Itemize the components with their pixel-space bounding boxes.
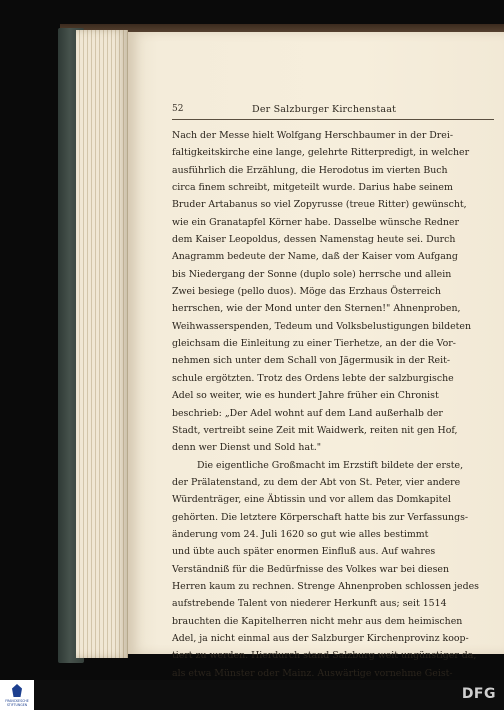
text-line: Verständniß für die Bedürfnisse des Volkes war bei diesen: [172, 563, 449, 575]
text-line: herrschen, wie der Mond unter den Sternen!" Ahnenproben,: [172, 303, 461, 315]
text-line: und übte auch später enormen Einfluß aus. Auf wahres: [172, 546, 436, 558]
viewer-footer: [0, 680, 504, 710]
running-head: Der Salzburger Kirchenstaat: [252, 104, 397, 115]
text-line: Herren kaum zu rechnen. Strenge Ahnenproben schlossen jedes: [172, 580, 479, 592]
text-line: tiert zu werden. Hierdurch stand Salzburg weit ungünstiger da,: [172, 650, 477, 662]
text-line: bis Niedergang der Sonne (duplo sole) herrsche und allein: [172, 268, 452, 280]
text-line: Zwei besiege (pello duos). Möge das Erzhaus Österreich: [172, 286, 441, 298]
text-line: Weihwasserspenden, Tedeum und Volksbelustigungen bildeten: [172, 320, 472, 332]
text-line: gleichsam die Einleitung zu einer Tierhetze, an der die Vor-: [172, 338, 456, 350]
body-text: [172, 127, 500, 710]
text-line: als etwa Münster oder Mainz. Auswärtige vornehme Geist-: [172, 667, 453, 679]
text-line: Bruder Artabanus so viel Zopyrusse (treue Ritter) gewünscht,: [172, 199, 467, 211]
text-line: beschrieb: „Der Adel wohnt auf dem Land außerhalb der: [172, 407, 443, 419]
logo-shield-icon: [12, 684, 22, 697]
page-header: [172, 104, 494, 118]
page-number: 52: [172, 104, 184, 114]
text-line: der Prälatenstand, zu dem der Abt von St. Peter, vier andere: [172, 476, 461, 488]
text-line: änderung vom 24. Juli 1620 so gut wie alles bestimmt: [172, 528, 429, 540]
text-line: nehmen sich unter dem Schall von Jägermusik in der Reit-: [172, 355, 451, 367]
text-line: dem Kaiser Leopoldus, dessen Namenstag heute sei. Durch: [172, 234, 456, 246]
logo-text: FRANCKESCHE STIFTUNGEN: [5, 699, 29, 707]
text-line: Nach der Messe hielt Wolfgang Herschbaumer in der Drei-: [172, 130, 453, 141]
text-line: Stadt, vertreibt seine Zeit mit Waidwerk, reiten nit gen Hof,: [172, 424, 458, 436]
dfg-logo: DFG: [461, 686, 496, 702]
text-line: aufstrebende Talent von niederer Herkunft aus; seit 1514: [172, 598, 447, 610]
text-line: brauchten die Kapitelherren nicht mehr aus dem heimischen: [172, 615, 463, 627]
franckesche-stiftungen-logo: [0, 680, 34, 710]
text-line: schule ergötzten. Trotz des Ordens lebte der salzburgische: [172, 372, 454, 384]
text-line: gehörten. Die letztere Körperschaft hatte bis zur Verfassungs-: [172, 511, 469, 523]
text-line: circa finem schreibt, mitgeteilt wurde. Darius habe seinem: [172, 182, 453, 194]
header-rule: [172, 119, 494, 120]
text-line: wie ein Granatapfel Körner habe. Dasselbe wünsche Redner: [172, 216, 459, 228]
text-line: Adel so weiter, wie es hundert Jahre früher ein Chronist: [172, 390, 439, 402]
text-line: denn wer Dienst und Sold hat.": [172, 442, 322, 454]
text-line: Adel, ja nicht einmal aus der Salzburger Kirchenprovinz koop-: [172, 632, 469, 644]
text-line: ausführlich die Erzählung, die Herodotus im vierten Buch: [172, 164, 448, 176]
page-edges: [76, 30, 128, 658]
text-line: Anagramm bedeute der Name, daß der Kaiser vom Aufgang: [172, 251, 458, 263]
text-line: Würdenträger, eine Äbtissin und vor allem das Domkapitel: [172, 494, 451, 506]
text-line: Die eigentliche Großmacht im Erzstift bildete der erste,: [197, 459, 464, 471]
text-line: faltigkeitskirche eine lange, gelehrte Ritterpredigt, in welcher: [172, 147, 470, 159]
